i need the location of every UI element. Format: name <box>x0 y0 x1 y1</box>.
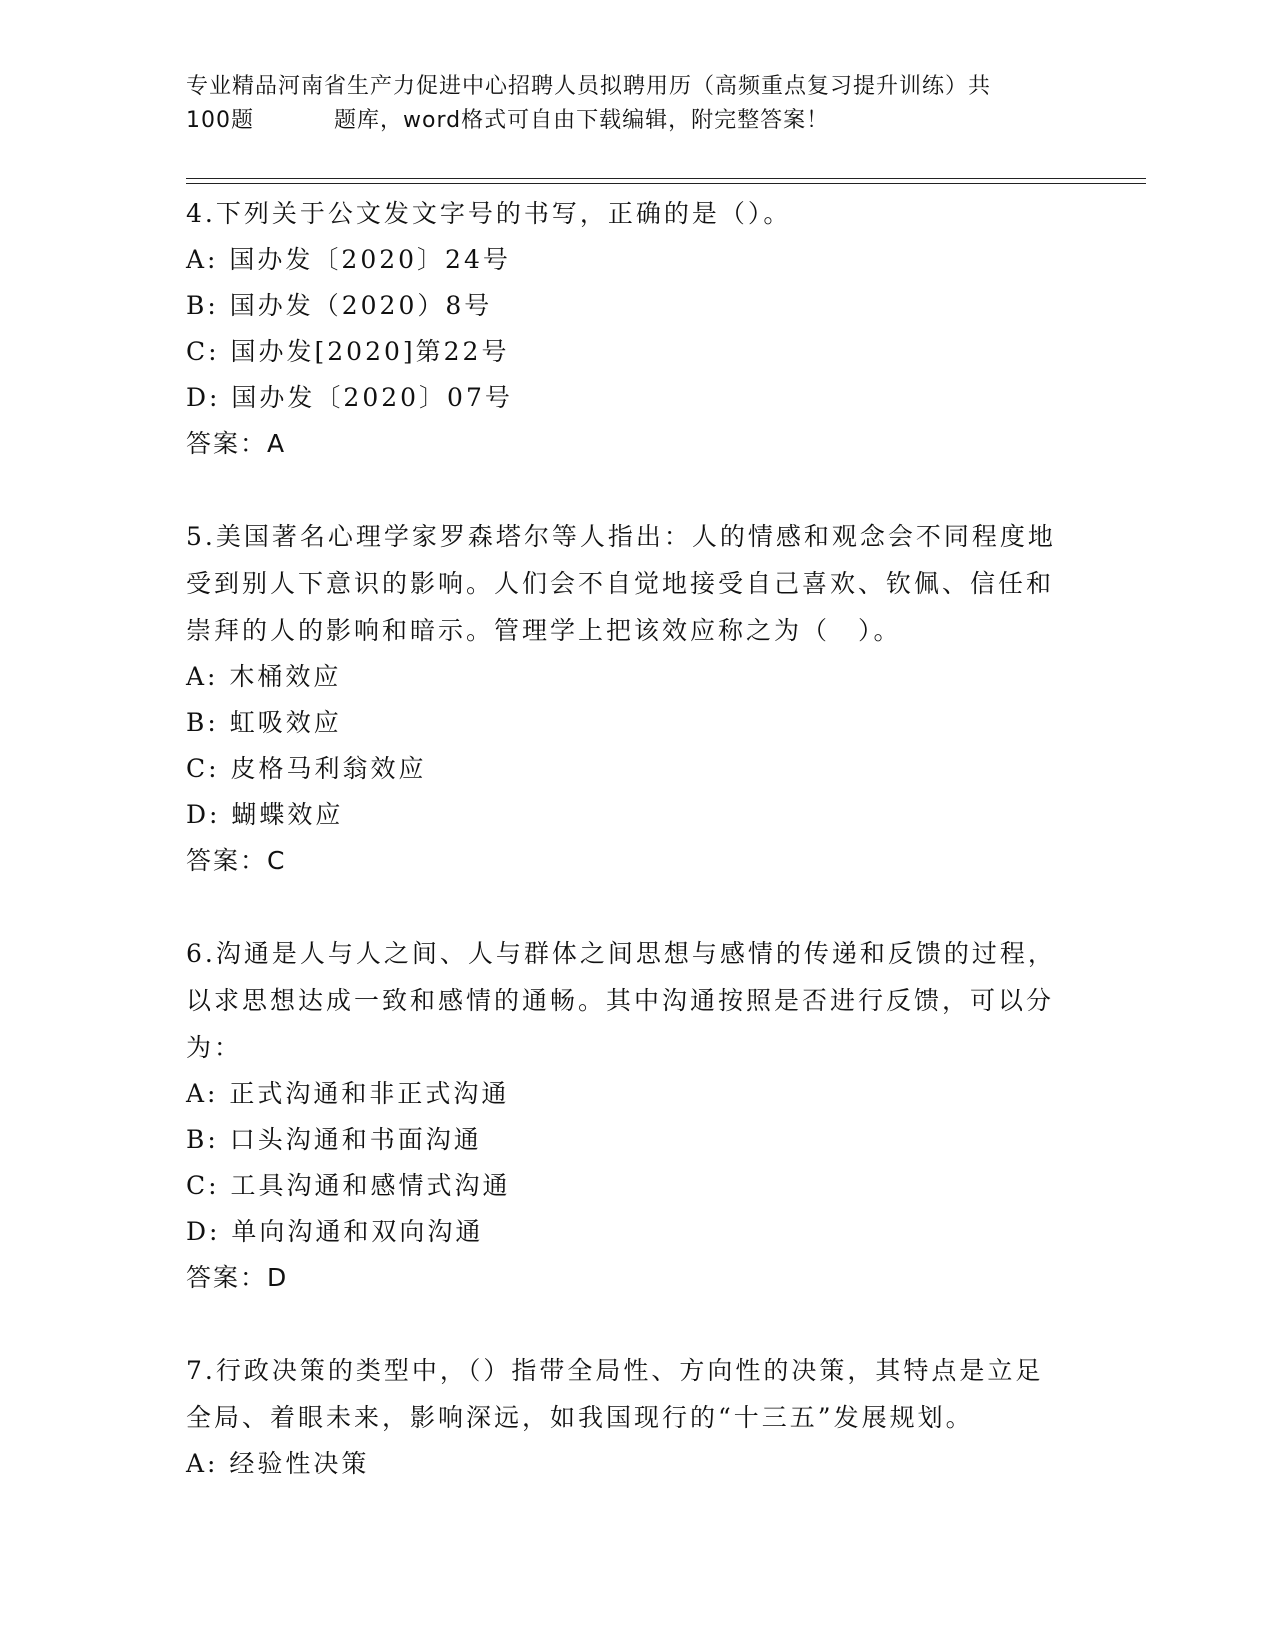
question-4 <box>186 190 1066 467</box>
header-count: 100题 <box>186 108 254 133</box>
answer: 答案：D <box>186 1263 289 1292</box>
option-b: B: 口头沟通和书面沟通 <box>186 1125 482 1154</box>
option-d: D: 国办发〔2020〕07号 <box>186 383 513 412</box>
option-a: A: 正式沟通和非正式沟通 <box>186 1079 510 1108</box>
question-6 <box>186 930 1066 1301</box>
option-a: A: 经验性决策 <box>186 1449 370 1478</box>
header-description: 题库，word格式可自由下载编辑，附完整答案！ <box>334 108 830 133</box>
option-a: A: 木桶效应 <box>186 662 342 691</box>
question-7 <box>186 1347 1066 1487</box>
header-line-2 <box>186 104 1066 138</box>
question-5 <box>186 513 1066 884</box>
question-stem: 5.美国著名心理学家罗森塔尔等人指出：人的情感和观念会不同程度地受到别人下意识的影响。人们会不自觉地接受自己喜欢、钦佩、信任和崇拜的人的影响和暗示。管理学上把该效应称之为（ ）。 <box>186 522 1056 645</box>
option-a: A: 国办发〔2020〕24号 <box>186 245 511 274</box>
question-list <box>186 190 1066 1487</box>
option-d: D: 蝴蝶效应 <box>186 800 344 829</box>
option-c: C: 国办发[2020]第22号 <box>186 337 510 366</box>
option-d: D: 单向沟通和双向沟通 <box>186 1217 484 1246</box>
option-b: B: 国办发（2020）8号 <box>186 291 493 320</box>
question-stem: 6.沟通是人与人之间、人与群体之间思想与感情的传递和反馈的过程，以求思想达成一致和感情的通畅。其中沟通按照是否进行反馈，可以分为： <box>186 939 1056 1062</box>
answer: 答案：C <box>186 846 287 875</box>
header-divider-top <box>186 178 1146 179</box>
answer: 答案：A <box>186 429 287 458</box>
option-b: B: 虹吸效应 <box>186 708 342 737</box>
document-header <box>186 70 1066 138</box>
header-divider-bottom <box>186 183 1146 184</box>
question-stem: 4.下列关于公文发文字号的书写，正确的是（）。 <box>186 199 792 228</box>
option-c: C: 皮格马利翁效应 <box>186 754 427 783</box>
header-line-1: 专业精品河南省生产力促进中心招聘人员拟聘用历（高频重点复习提升训练）共 <box>186 74 992 99</box>
question-stem: 7.行政决策的类型中，（）指带全局性、方向性的决策，其特点是立足全局、着眼未来，影响深远，如我国现行的“十三五”发展规划。 <box>186 1356 1044 1432</box>
option-c: C: 工具沟通和感情式沟通 <box>186 1171 511 1200</box>
